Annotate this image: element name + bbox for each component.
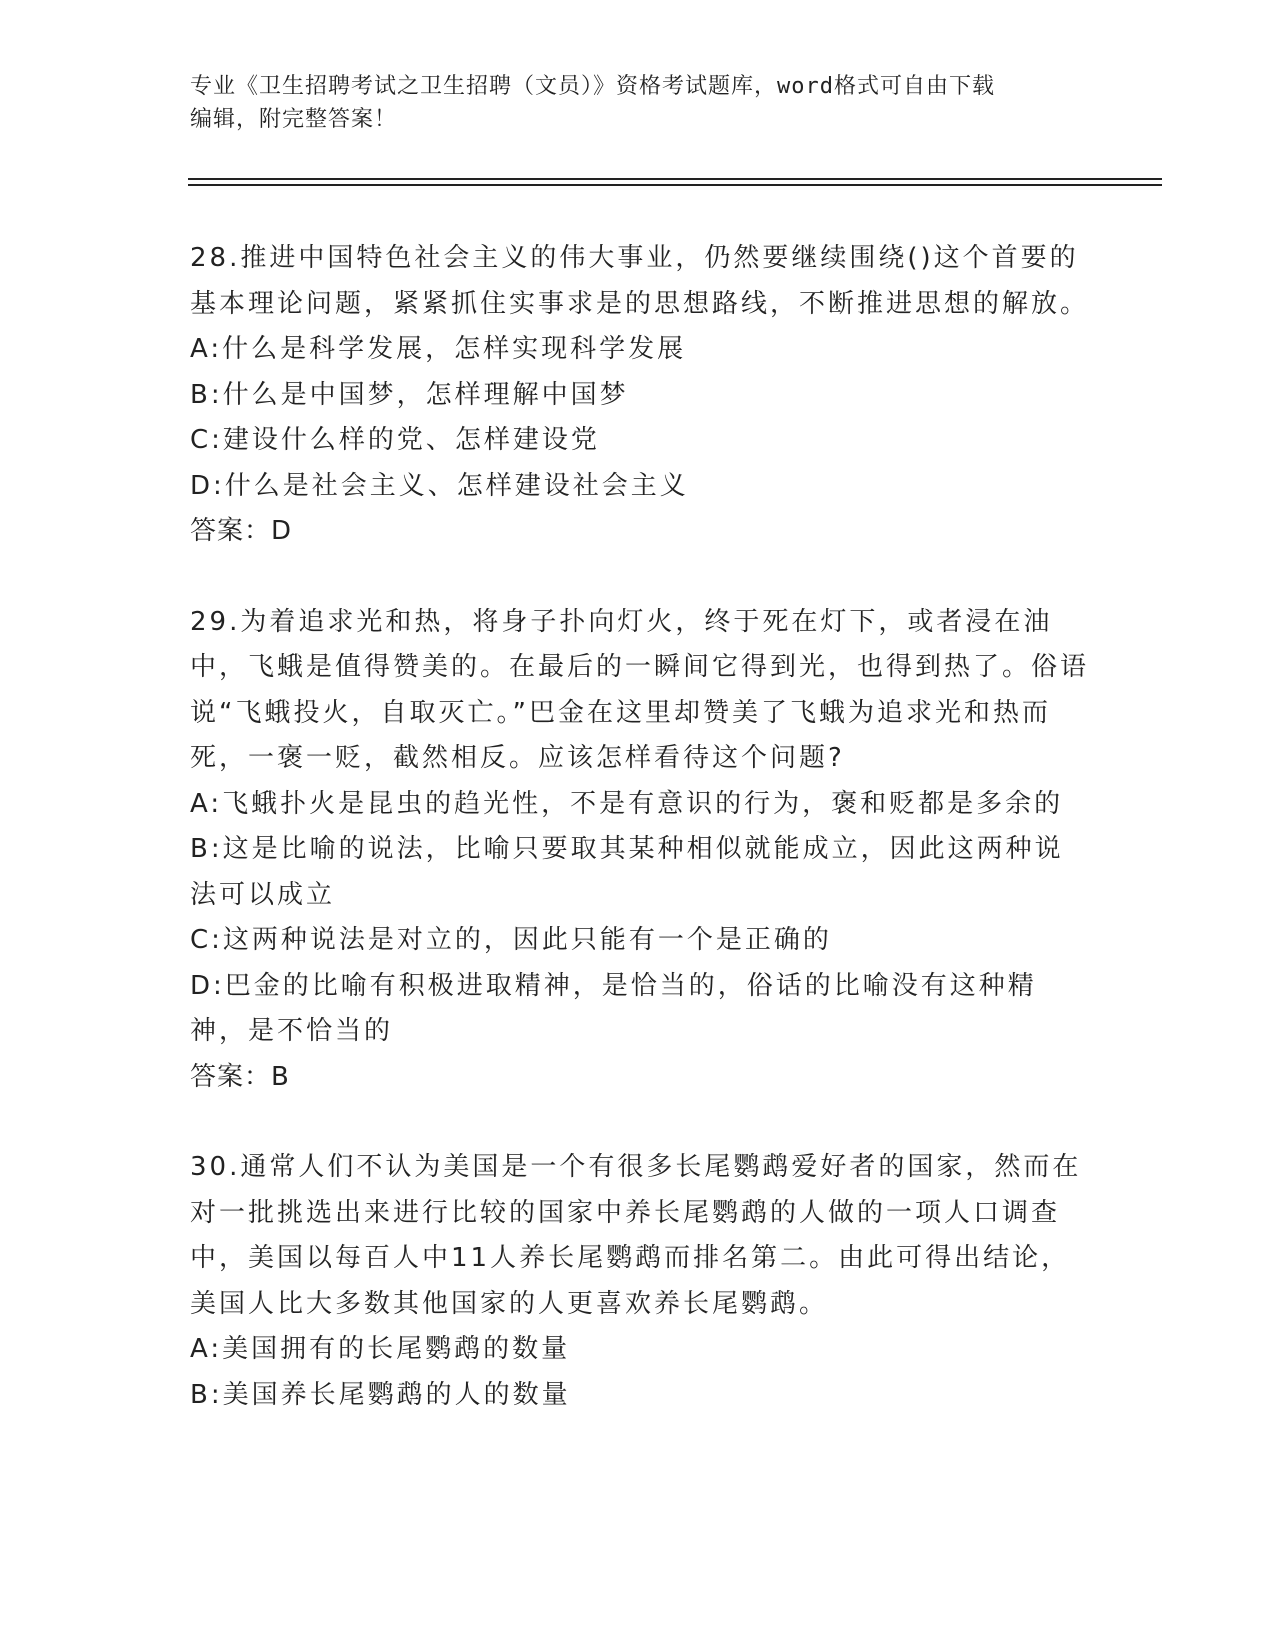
option-b: B:什么是中国梦，怎样理解中国梦 bbox=[190, 379, 629, 410]
option-b: B:美国养长尾鹦鹉的人的数量 bbox=[190, 1379, 571, 1410]
option-d: D:巴金的比喻有积极进取精神，是恰当的，俗话的比喻没有这种精神，是不恰当的 bbox=[190, 970, 1037, 1046]
question-stem: 29.为着追求光和热，将身子扑向灯火，终于死在灯下，或者浸在油中，飞蛾是值得赞美的。在最后的一瞬间它得到光，也得到热了。俗语说“飞蛾投火，自取灭亡。”巴金在这里却赞美了飞蛾为追求光和热而死，一褒一贬，截然相反。应该怎样看待这个问题? bbox=[190, 606, 1090, 773]
question-29 bbox=[190, 600, 1090, 1101]
header-rule-top bbox=[188, 178, 1162, 180]
question-stem: 28.推进中国特色社会主义的伟大事业，仍然要继续围绕()这个首要的基本理论问题，紧紧抓住实事求是的思想路线，不断推进思想的解放。 bbox=[190, 243, 1090, 319]
option-a: A:什么是科学发展，怎样实现科学发展 bbox=[190, 334, 687, 364]
header-line-2: 编辑，附完整答案！ bbox=[190, 107, 398, 132]
question-30 bbox=[190, 1145, 1090, 1418]
question-list bbox=[190, 236, 1090, 1463]
option-a: A:飞蛾扑火是昆虫的趋光性，不是有意识的行为，褒和贬都是多余的 bbox=[190, 788, 1064, 819]
answer-label: 答案：B bbox=[190, 1061, 290, 1092]
answer-label: 答案：D bbox=[190, 516, 293, 546]
document-header bbox=[190, 70, 1090, 136]
header-rule-bottom bbox=[188, 184, 1162, 186]
option-c: C:这两种说法是对立的，因此只能有一个是正确的 bbox=[190, 925, 832, 955]
option-b: B:这是比喻的说法，比喻只要取其某种相似就能成立，因此这两种说法可以成立 bbox=[190, 834, 1064, 910]
option-a: A:美国拥有的长尾鹦鹉的数量 bbox=[190, 1334, 571, 1364]
option-c: C:建设什么样的党、怎样建设党 bbox=[190, 425, 600, 455]
option-d: D:什么是社会主义、怎样建设社会主义 bbox=[190, 470, 689, 501]
question-stem: 30.通常人们不认为美国是一个有很多长尾鹦鹉爱好者的国家，然而在对一批挑选出来进行比较的国家中养长尾鹦鹉的人做的一项人口调查中，美国以每百人中11人养长尾鹦鹉而排名第二。由此可得出结论，美国人比大多数其他国家的人更喜欢养长尾鹦鹉。 bbox=[190, 1152, 1082, 1319]
header-line-1: 专业《卫生招聘考试之卫生招聘（文员）》资格考试题库，word格式可自由下载 bbox=[190, 74, 995, 99]
question-28 bbox=[190, 236, 1090, 555]
